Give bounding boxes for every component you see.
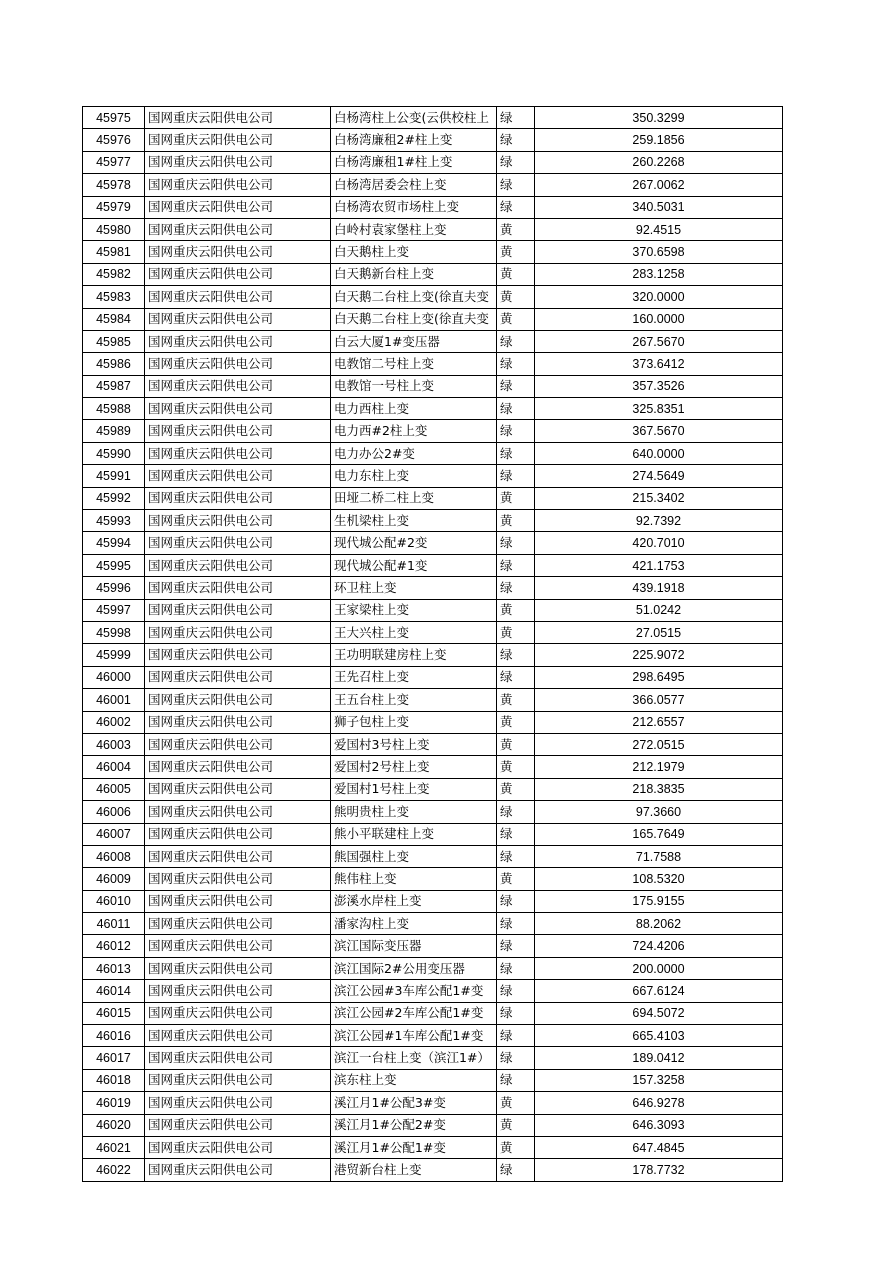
cell-value: 212.1979 <box>535 756 783 778</box>
cell-name: 滨江国际2#公用变压器 <box>331 957 497 979</box>
cell-color: 绿 <box>497 151 535 173</box>
table-row <box>83 1114 783 1136</box>
cell-org: 国网重庆云阳供电公司 <box>145 1136 331 1158</box>
table-row <box>83 218 783 240</box>
table-row <box>83 756 783 778</box>
cell-value: 420.7010 <box>535 532 783 554</box>
cell-id: 45983 <box>83 286 145 308</box>
cell-color: 绿 <box>497 644 535 666</box>
cell-id: 46004 <box>83 756 145 778</box>
cell-id: 45989 <box>83 420 145 442</box>
table-row <box>83 644 783 666</box>
cell-id: 45986 <box>83 353 145 375</box>
cell-color: 黄 <box>497 621 535 643</box>
cell-id: 45991 <box>83 465 145 487</box>
cell-org: 国网重庆云阳供电公司 <box>145 263 331 285</box>
cell-color: 绿 <box>497 420 535 442</box>
cell-value: 350.3299 <box>535 107 783 129</box>
cell-id: 46008 <box>83 845 145 867</box>
cell-org: 国网重庆云阳供电公司 <box>145 510 331 532</box>
table-row <box>83 935 783 957</box>
table-row <box>83 577 783 599</box>
table-row <box>83 1069 783 1091</box>
cell-name: 现代城公配#2变 <box>331 532 497 554</box>
cell-org: 国网重庆云阳供电公司 <box>145 151 331 173</box>
cell-id: 46006 <box>83 801 145 823</box>
cell-value: 267.0062 <box>535 174 783 196</box>
cell-id: 45980 <box>83 218 145 240</box>
cell-org: 国网重庆云阳供电公司 <box>145 733 331 755</box>
cell-org: 国网重庆云阳供电公司 <box>145 196 331 218</box>
cell-org: 国网重庆云阳供电公司 <box>145 532 331 554</box>
cell-value: 189.0412 <box>535 1047 783 1069</box>
table-row <box>83 241 783 263</box>
cell-id: 46002 <box>83 711 145 733</box>
cell-name: 白云大厦1#变压器 <box>331 330 497 352</box>
cell-id: 45995 <box>83 554 145 576</box>
table-row <box>83 442 783 464</box>
cell-color: 绿 <box>497 554 535 576</box>
cell-org: 国网重庆云阳供电公司 <box>145 398 331 420</box>
cell-id: 45976 <box>83 129 145 151</box>
cell-id: 45988 <box>83 398 145 420</box>
table-row <box>83 510 783 532</box>
cell-name: 白杨湾柱上公变(云供校柱上 <box>331 107 497 129</box>
cell-color: 绿 <box>497 1047 535 1069</box>
cell-value: 218.3835 <box>535 778 783 800</box>
cell-id: 45997 <box>83 599 145 621</box>
cell-color: 黄 <box>497 868 535 890</box>
cell-color: 黄 <box>497 1114 535 1136</box>
cell-value: 160.0000 <box>535 308 783 330</box>
table-row <box>83 666 783 688</box>
table-row <box>83 1047 783 1069</box>
cell-org: 国网重庆云阳供电公司 <box>145 1047 331 1069</box>
cell-color: 绿 <box>497 935 535 957</box>
cell-name: 电力办公2#变 <box>331 442 497 464</box>
cell-org: 国网重庆云阳供电公司 <box>145 644 331 666</box>
cell-value: 340.5031 <box>535 196 783 218</box>
cell-value: 357.3526 <box>535 375 783 397</box>
cell-id: 46000 <box>83 666 145 688</box>
cell-org: 国网重庆云阳供电公司 <box>145 554 331 576</box>
cell-value: 373.6412 <box>535 353 783 375</box>
cell-value: 259.1856 <box>535 129 783 151</box>
cell-value: 108.5320 <box>535 868 783 890</box>
cell-color: 绿 <box>497 375 535 397</box>
cell-value: 667.6124 <box>535 980 783 1002</box>
table-row <box>83 621 783 643</box>
cell-color: 绿 <box>497 353 535 375</box>
transformer-data-table <box>82 106 783 1182</box>
cell-value: 212.6557 <box>535 711 783 733</box>
cell-name: 滨江一台柱上变（滨江1#） <box>331 1047 497 1069</box>
cell-id: 46009 <box>83 868 145 890</box>
cell-value: 71.7588 <box>535 845 783 867</box>
table-row <box>83 801 783 823</box>
cell-color: 绿 <box>497 957 535 979</box>
cell-org: 国网重庆云阳供电公司 <box>145 935 331 957</box>
cell-name: 滨江公园#1车库公配1#变 <box>331 1025 497 1047</box>
cell-org: 国网重庆云阳供电公司 <box>145 845 331 867</box>
cell-value: 665.4103 <box>535 1025 783 1047</box>
cell-id: 45987 <box>83 375 145 397</box>
cell-name: 澎溪水岸柱上变 <box>331 890 497 912</box>
cell-id: 45977 <box>83 151 145 173</box>
cell-name: 王大兴柱上变 <box>331 621 497 643</box>
cell-org: 国网重庆云阳供电公司 <box>145 353 331 375</box>
cell-name: 溪江月1#公配1#变 <box>331 1136 497 1158</box>
cell-color: 绿 <box>497 890 535 912</box>
cell-color: 绿 <box>497 980 535 1002</box>
table-row <box>83 375 783 397</box>
cell-id: 46020 <box>83 1114 145 1136</box>
cell-color: 绿 <box>497 465 535 487</box>
cell-color: 绿 <box>497 666 535 688</box>
cell-org: 国网重庆云阳供电公司 <box>145 913 331 935</box>
table-row <box>83 554 783 576</box>
table-row <box>83 465 783 487</box>
cell-name: 滨东柱上变 <box>331 1069 497 1091</box>
table-row <box>83 689 783 711</box>
cell-name: 白天鹅柱上变 <box>331 241 497 263</box>
cell-org: 国网重庆云阳供电公司 <box>145 1069 331 1091</box>
cell-org: 国网重庆云阳供电公司 <box>145 174 331 196</box>
cell-name: 生机梁柱上变 <box>331 510 497 532</box>
cell-org: 国网重庆云阳供电公司 <box>145 1002 331 1024</box>
cell-name: 电力东柱上变 <box>331 465 497 487</box>
cell-id: 46022 <box>83 1159 145 1181</box>
table-row <box>83 420 783 442</box>
table-row <box>83 196 783 218</box>
cell-id: 46003 <box>83 733 145 755</box>
cell-name: 电教馆一号柱上变 <box>331 375 497 397</box>
table-row <box>83 398 783 420</box>
table-row <box>83 1025 783 1047</box>
cell-value: 178.7732 <box>535 1159 783 1181</box>
cell-name: 港贸新台柱上变 <box>331 1159 497 1181</box>
cell-color: 绿 <box>497 196 535 218</box>
cell-name: 田垭二桥二柱上变 <box>331 487 497 509</box>
table-row <box>83 174 783 196</box>
cell-value: 298.6495 <box>535 666 783 688</box>
cell-name: 爱国村3号柱上变 <box>331 733 497 755</box>
cell-org: 国网重庆云阳供电公司 <box>145 666 331 688</box>
cell-id: 46012 <box>83 935 145 957</box>
cell-color: 绿 <box>497 330 535 352</box>
cell-name: 滨江公园#2车库公配1#变 <box>331 1002 497 1024</box>
cell-org: 国网重庆云阳供电公司 <box>145 1114 331 1136</box>
cell-org: 国网重庆云阳供电公司 <box>145 778 331 800</box>
table-row <box>83 599 783 621</box>
cell-id: 45981 <box>83 241 145 263</box>
table-row <box>83 532 783 554</box>
cell-value: 694.5072 <box>535 1002 783 1024</box>
cell-color: 黄 <box>497 756 535 778</box>
cell-value: 51.0242 <box>535 599 783 621</box>
cell-value: 92.4515 <box>535 218 783 240</box>
cell-color: 绿 <box>497 1159 535 1181</box>
cell-name: 白杨湾农贸市场柱上变 <box>331 196 497 218</box>
cell-value: 325.8351 <box>535 398 783 420</box>
cell-org: 国网重庆云阳供电公司 <box>145 420 331 442</box>
cell-id: 46017 <box>83 1047 145 1069</box>
cell-org: 国网重庆云阳供电公司 <box>145 621 331 643</box>
cell-color: 黄 <box>497 689 535 711</box>
table-row <box>83 129 783 151</box>
cell-id: 46007 <box>83 823 145 845</box>
cell-id: 45998 <box>83 621 145 643</box>
cell-org: 国网重庆云阳供电公司 <box>145 1092 331 1114</box>
cell-color: 黄 <box>497 487 535 509</box>
cell-id: 45999 <box>83 644 145 666</box>
cell-org: 国网重庆云阳供电公司 <box>145 890 331 912</box>
cell-org: 国网重庆云阳供电公司 <box>145 599 331 621</box>
cell-name: 熊伟柱上变 <box>331 868 497 890</box>
table-row <box>83 957 783 979</box>
cell-value: 165.7649 <box>535 823 783 845</box>
cell-id: 46005 <box>83 778 145 800</box>
cell-name: 熊明贵柱上变 <box>331 801 497 823</box>
cell-color: 绿 <box>497 801 535 823</box>
cell-color: 黄 <box>497 510 535 532</box>
cell-name: 白天鹅新台柱上变 <box>331 263 497 285</box>
cell-color: 黄 <box>497 733 535 755</box>
table-row <box>83 353 783 375</box>
cell-org: 国网重庆云阳供电公司 <box>145 957 331 979</box>
cell-id: 45982 <box>83 263 145 285</box>
table-row <box>83 1159 783 1181</box>
table-row <box>83 308 783 330</box>
cell-org: 国网重庆云阳供电公司 <box>145 286 331 308</box>
cell-name: 潘家沟柱上变 <box>331 913 497 935</box>
cell-color: 绿 <box>497 129 535 151</box>
cell-color: 绿 <box>497 845 535 867</box>
cell-color: 黄 <box>497 1092 535 1114</box>
cell-name: 现代城公配#1变 <box>331 554 497 576</box>
cell-id: 45979 <box>83 196 145 218</box>
cell-id: 46001 <box>83 689 145 711</box>
cell-id: 46011 <box>83 913 145 935</box>
cell-name: 白杨湾廉租1#柱上变 <box>331 151 497 173</box>
cell-id: 46015 <box>83 1002 145 1024</box>
cell-color: 绿 <box>497 1002 535 1024</box>
cell-id: 45990 <box>83 442 145 464</box>
cell-value: 320.0000 <box>535 286 783 308</box>
cell-value: 366.0577 <box>535 689 783 711</box>
cell-value: 200.0000 <box>535 957 783 979</box>
cell-value: 370.6598 <box>535 241 783 263</box>
cell-org: 国网重庆云阳供电公司 <box>145 980 331 1002</box>
cell-name: 电力西柱上变 <box>331 398 497 420</box>
cell-value: 88.2062 <box>535 913 783 935</box>
cell-color: 绿 <box>497 1025 535 1047</box>
cell-value: 260.2268 <box>535 151 783 173</box>
cell-color: 黄 <box>497 599 535 621</box>
cell-name: 白天鹅二台柱上变(徐直夫变 <box>331 286 497 308</box>
cell-value: 157.3258 <box>535 1069 783 1091</box>
cell-org: 国网重庆云阳供电公司 <box>145 756 331 778</box>
table-row <box>83 733 783 755</box>
table-row <box>83 711 783 733</box>
cell-color: 黄 <box>497 286 535 308</box>
cell-org: 国网重庆云阳供电公司 <box>145 129 331 151</box>
table-row <box>83 913 783 935</box>
table-row <box>83 868 783 890</box>
cell-value: 640.0000 <box>535 442 783 464</box>
cell-org: 国网重庆云阳供电公司 <box>145 577 331 599</box>
cell-id: 45985 <box>83 330 145 352</box>
cell-color: 绿 <box>497 1069 535 1091</box>
cell-id: 46016 <box>83 1025 145 1047</box>
cell-org: 国网重庆云阳供电公司 <box>145 711 331 733</box>
cell-value: 215.3402 <box>535 487 783 509</box>
table-row <box>83 151 783 173</box>
cell-org: 国网重庆云阳供电公司 <box>145 308 331 330</box>
cell-id: 46019 <box>83 1092 145 1114</box>
cell-value: 367.5670 <box>535 420 783 442</box>
cell-name: 熊小平联建柱上变 <box>331 823 497 845</box>
cell-color: 黄 <box>497 778 535 800</box>
cell-name: 狮子包柱上变 <box>331 711 497 733</box>
cell-value: 724.4206 <box>535 935 783 957</box>
cell-name: 电教馆二号柱上变 <box>331 353 497 375</box>
cell-id: 45992 <box>83 487 145 509</box>
cell-org: 国网重庆云阳供电公司 <box>145 823 331 845</box>
cell-color: 绿 <box>497 174 535 196</box>
cell-id: 46014 <box>83 980 145 1002</box>
table-body <box>83 107 783 1182</box>
table-row <box>83 778 783 800</box>
cell-org: 国网重庆云阳供电公司 <box>145 1025 331 1047</box>
cell-color: 黄 <box>497 241 535 263</box>
table-row <box>83 823 783 845</box>
cell-org: 国网重庆云阳供电公司 <box>145 330 331 352</box>
cell-org: 国网重庆云阳供电公司 <box>145 218 331 240</box>
table-row <box>83 107 783 129</box>
cell-name: 白杨湾居委会柱上变 <box>331 174 497 196</box>
cell-value: 97.3660 <box>535 801 783 823</box>
data-table-container <box>82 106 782 1182</box>
cell-name: 王先召柱上变 <box>331 666 497 688</box>
cell-value: 272.0515 <box>535 733 783 755</box>
table-row <box>83 263 783 285</box>
cell-id: 45975 <box>83 107 145 129</box>
table-row <box>83 1002 783 1024</box>
table-row <box>83 980 783 1002</box>
cell-name: 王五台柱上变 <box>331 689 497 711</box>
cell-org: 国网重庆云阳供电公司 <box>145 868 331 890</box>
cell-org: 国网重庆云阳供电公司 <box>145 1159 331 1181</box>
cell-color: 绿 <box>497 398 535 420</box>
cell-id: 45978 <box>83 174 145 196</box>
cell-org: 国网重庆云阳供电公司 <box>145 375 331 397</box>
cell-color: 黄 <box>497 711 535 733</box>
cell-value: 27.0515 <box>535 621 783 643</box>
cell-name: 白天鹅二台柱上变(徐直夫变 <box>331 308 497 330</box>
cell-id: 45996 <box>83 577 145 599</box>
cell-name: 溪江月1#公配2#变 <box>331 1114 497 1136</box>
cell-name: 熊国强柱上变 <box>331 845 497 867</box>
cell-id: 46021 <box>83 1136 145 1158</box>
cell-org: 国网重庆云阳供电公司 <box>145 465 331 487</box>
cell-id: 46010 <box>83 890 145 912</box>
cell-org: 国网重庆云阳供电公司 <box>145 487 331 509</box>
table-row <box>83 1136 783 1158</box>
cell-id: 45993 <box>83 510 145 532</box>
cell-name: 王家梁柱上变 <box>331 599 497 621</box>
table-row <box>83 845 783 867</box>
cell-id: 45994 <box>83 532 145 554</box>
cell-org: 国网重庆云阳供电公司 <box>145 689 331 711</box>
cell-name: 溪江月1#公配3#变 <box>331 1092 497 1114</box>
cell-color: 黄 <box>497 218 535 240</box>
cell-value: 267.5670 <box>535 330 783 352</box>
cell-color: 黄 <box>497 263 535 285</box>
cell-color: 绿 <box>497 577 535 599</box>
cell-color: 绿 <box>497 913 535 935</box>
table-row <box>83 286 783 308</box>
cell-org: 国网重庆云阳供电公司 <box>145 442 331 464</box>
cell-name: 电力西#2柱上变 <box>331 420 497 442</box>
cell-name: 滨江国际变压器 <box>331 935 497 957</box>
cell-org: 国网重庆云阳供电公司 <box>145 241 331 263</box>
table-row <box>83 487 783 509</box>
table-row <box>83 330 783 352</box>
cell-value: 175.9155 <box>535 890 783 912</box>
cell-name: 爱国村2号柱上变 <box>331 756 497 778</box>
cell-name: 爱国村1号柱上变 <box>331 778 497 800</box>
cell-value: 274.5649 <box>535 465 783 487</box>
cell-color: 绿 <box>497 532 535 554</box>
cell-id: 45984 <box>83 308 145 330</box>
cell-color: 绿 <box>497 107 535 129</box>
cell-name: 滨江公园#3车库公配1#变 <box>331 980 497 1002</box>
cell-name: 白杨湾廉租2#柱上变 <box>331 129 497 151</box>
cell-value: 421.1753 <box>535 554 783 576</box>
cell-color: 黄 <box>497 1136 535 1158</box>
cell-id: 46018 <box>83 1069 145 1091</box>
cell-name: 王功明联建房柱上变 <box>331 644 497 666</box>
table-row <box>83 1092 783 1114</box>
cell-name: 环卫柱上变 <box>331 577 497 599</box>
cell-id: 46013 <box>83 957 145 979</box>
cell-org: 国网重庆云阳供电公司 <box>145 801 331 823</box>
cell-value: 646.9278 <box>535 1092 783 1114</box>
cell-name: 白岭村袁家堡柱上变 <box>331 218 497 240</box>
cell-org: 国网重庆云阳供电公司 <box>145 107 331 129</box>
cell-value: 225.9072 <box>535 644 783 666</box>
cell-value: 646.3093 <box>535 1114 783 1136</box>
cell-value: 92.7392 <box>535 510 783 532</box>
cell-color: 黄 <box>497 308 535 330</box>
cell-value: 283.1258 <box>535 263 783 285</box>
cell-color: 绿 <box>497 442 535 464</box>
cell-value: 647.4845 <box>535 1136 783 1158</box>
table-row <box>83 890 783 912</box>
cell-value: 439.1918 <box>535 577 783 599</box>
cell-color: 绿 <box>497 823 535 845</box>
